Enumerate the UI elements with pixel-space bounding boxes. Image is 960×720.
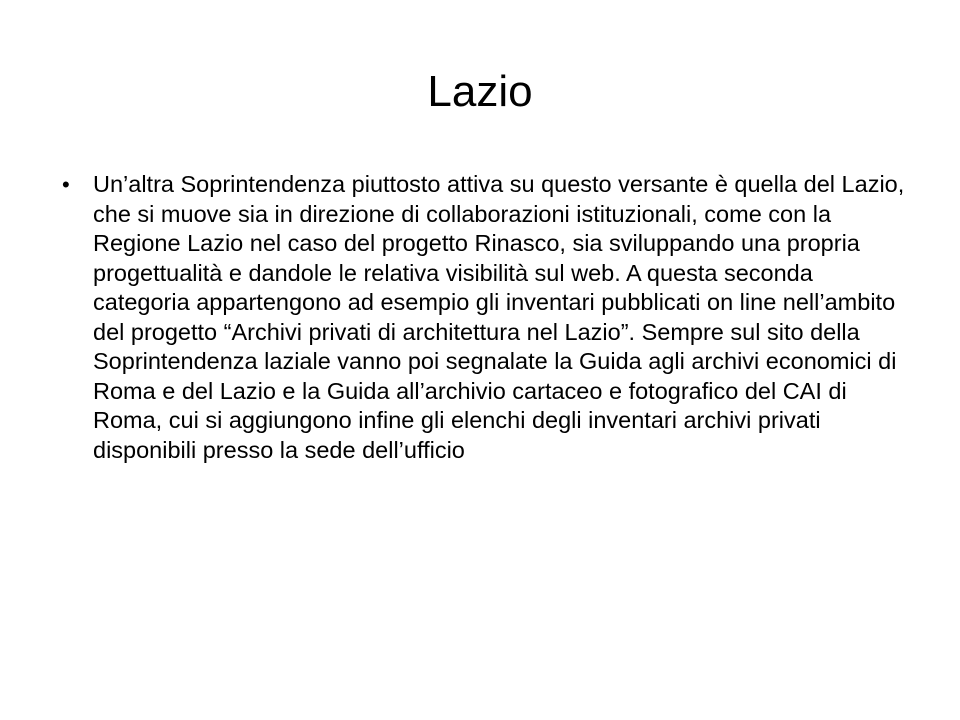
bullet-item bbox=[62, 170, 912, 465]
slide-content bbox=[62, 170, 912, 465]
bullet-text: Un’altra Soprintendenza piuttosto attiva su questo versante è quella del Lazio, che si muove sia in direzione di collaborazioni istituzionali, come con la Regione Lazio nel caso del progetto Rinasco, sia sviluppando una propria progettualità e dandole le relativa visibilità sul web. A questa seconda categoria appartengono ad esempio gli inventari pubblicati on line nell’ambito del progetto “Archivi privati di architettura nel Lazio”. Sempre sul sito della Soprintendenza laziale vanno poi segnalate la Guida agli archivi economici di Roma e del Lazio e la Guida all’archivio cartaceo e fotografico del CAI di Roma, cui si aggiungono infine gli elenchi degli inventari archivi privati disponibili presso la sede dell’ufficio bbox=[93, 171, 905, 463]
bullet-dot-icon: • bbox=[62, 172, 70, 197]
slide-title: Lazio bbox=[427, 67, 533, 116]
